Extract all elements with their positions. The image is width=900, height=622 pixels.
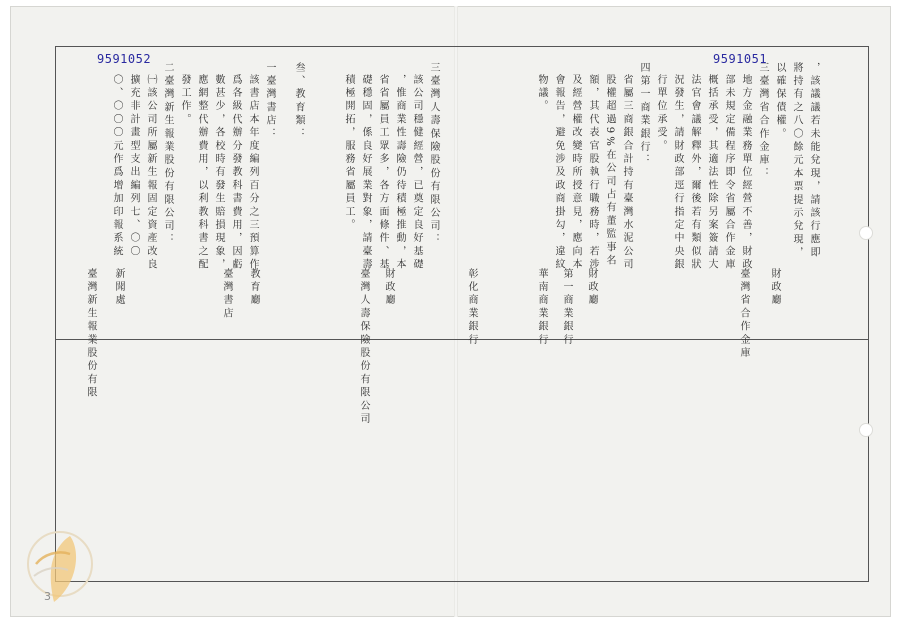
- text-column: 額，其代表官股執行職務時，若涉: [587, 74, 598, 272]
- text-column: 該公司穩健經營，已奠定良好基礎: [411, 74, 422, 272]
- text-column: 會報告，避免涉及政商掛勾，違紋: [553, 74, 564, 272]
- text-column: 積極開拓，服務省屬員工。: [343, 74, 354, 233]
- text-column: 省省屬員工眾多，各方面條件、基: [377, 74, 388, 272]
- text-column: ，該議議若未能兌現，請該行應即: [808, 62, 819, 260]
- text-column: 一臺灣書店：: [264, 62, 275, 142]
- agency-note: 財政廳: [586, 268, 597, 308]
- text-column: 三臺灣省合作金庫：: [757, 62, 768, 181]
- text-column: 應網整代辦費用，以利教科書之配: [196, 74, 207, 272]
- text-column: 該書店本年度編列百分之三預算作: [247, 74, 258, 272]
- text-column: 地方金融業務單位經營不善，財政: [740, 74, 751, 272]
- text-column: 四第一商業銀行：: [638, 62, 649, 168]
- agency-note: 臺灣省合作金庫: [738, 268, 749, 361]
- text-column: 爲各級代辦分發教科書費用，因虧: [230, 74, 241, 272]
- agency-note: 第一商業銀行: [561, 268, 572, 348]
- page-number: 3: [44, 590, 51, 603]
- text-column: 數甚少，各校時有發生賠損現象，: [213, 74, 224, 272]
- agency-note: 臺灣人壽保險股份有限公司: [358, 268, 369, 427]
- serial-number-left: 9591052: [97, 52, 152, 66]
- archive-logo-icon: [24, 524, 94, 610]
- text-column: ㈠該公司所屬新生報固定資產改良: [145, 74, 156, 272]
- binder-hole: [859, 423, 873, 437]
- serial-number-right: 9591051: [713, 52, 768, 66]
- text-column: 叁、教育類：: [293, 62, 304, 142]
- text-column: 將持有之八〇餘元本票提示兌現，: [791, 62, 802, 260]
- agency-note: 彰化商業銀行: [466, 268, 477, 348]
- text-column: 二臺灣新生報業股份有限公司：: [162, 62, 173, 247]
- text-column: 股權超過9%在公司占有董監事名: [604, 74, 615, 268]
- agency-note: 財政廳: [769, 268, 780, 308]
- text-column: 以確保債權。: [774, 62, 785, 142]
- text-column: 況發生，請財政部逕行指定中央銀: [672, 74, 683, 272]
- agency-note: 教育廳: [248, 268, 259, 308]
- text-column: 〇、〇〇〇元作爲增加印報系統: [111, 74, 122, 259]
- text-column: 省屬三商銀合計持有臺灣水泥公司: [621, 74, 632, 272]
- text-column: 部未規定備程序即令省屬合作金庫: [723, 74, 734, 272]
- text-column: 概括承受，其適法性除另案簽請大: [706, 74, 717, 272]
- agency-note: 財政廳: [383, 268, 394, 308]
- text-column: 發工作。: [179, 74, 190, 127]
- agency-note: 臺灣書店: [221, 268, 232, 321]
- text-column: 物議。: [536, 74, 547, 114]
- agency-note: 新聞處: [113, 268, 124, 308]
- agency-note: 臺灣新生報業股份有限: [85, 268, 96, 400]
- text-column: 三臺灣人壽保險股份有限公司：: [428, 62, 439, 247]
- text-column: 及經營權改變時所授意見，應向本: [570, 74, 581, 272]
- text-column: ，惟商業性壽險仍待積極推動，本: [394, 74, 405, 272]
- text-column: 礎穩固，係良好展業對象，請臺壽: [360, 74, 371, 272]
- agency-note: 華南商業銀行: [536, 268, 547, 348]
- binder-hole: [859, 226, 873, 240]
- text-column: 法官會議解釋外，爾後若有類似狀: [689, 74, 700, 272]
- text-column: 行單位承受。: [655, 74, 666, 154]
- text-column: 擴充非計畫型支出編列七、〇〇: [128, 74, 139, 259]
